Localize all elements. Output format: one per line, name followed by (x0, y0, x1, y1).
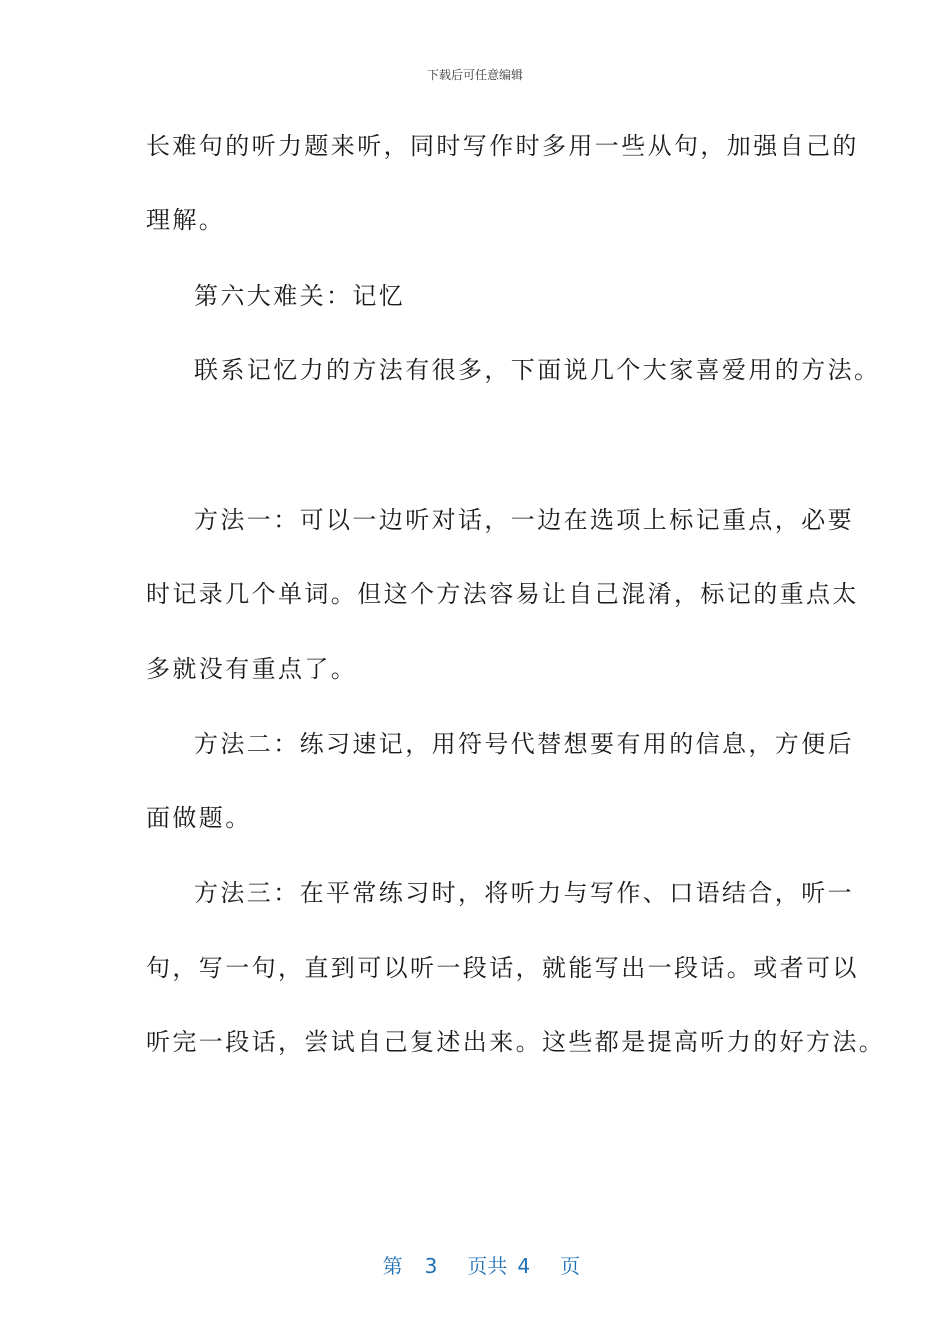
paragraph-line: 句，写一句，直到可以听一段话，就能写出一段话。或者可以 (146, 954, 859, 982)
paragraph-line: 方法二：练习速记，用符号代替想要有用的信息，方便后 (194, 730, 854, 758)
paragraph-line: 联系记忆力的方法有很多，下面说几个大家喜爱用的方法。 (194, 356, 881, 384)
footer-suffix: 页 (560, 1254, 581, 1278)
paragraph-line: 长难句的听力题来听，同时写作时多用一些从句，加强自己的 (146, 132, 859, 160)
paragraph-line: 多就没有重点了。 (146, 655, 358, 683)
total-pages-number: 4 (517, 1254, 531, 1278)
paragraph-line: 面做题。 (146, 804, 252, 832)
header-note: 下载后可任意编辑 (426, 68, 523, 82)
paragraph-line: 方法三：在平常练习时，将听力与写作、口语结合，听一 (194, 879, 854, 907)
section-heading: 第六大难关：记忆 (194, 282, 406, 310)
current-page-number: 3 (424, 1254, 438, 1278)
footer-middle: 页共 (467, 1254, 508, 1278)
footer-prefix: 第 (382, 1254, 403, 1278)
page-footer (0, 1226, 950, 1279)
paragraph-line: 时记录几个单词。但这个方法容易让自己混淆，标记的重点太 (146, 580, 859, 608)
paragraph-line: 理解。 (146, 206, 226, 234)
paragraph-line: 方法一：可以一边听对话，一边在选项上标记重点，必要 (194, 506, 854, 534)
paragraph-line: 听完一段话，尝试自己复述出来。这些都是提高听力的好方法。 (146, 1028, 886, 1056)
